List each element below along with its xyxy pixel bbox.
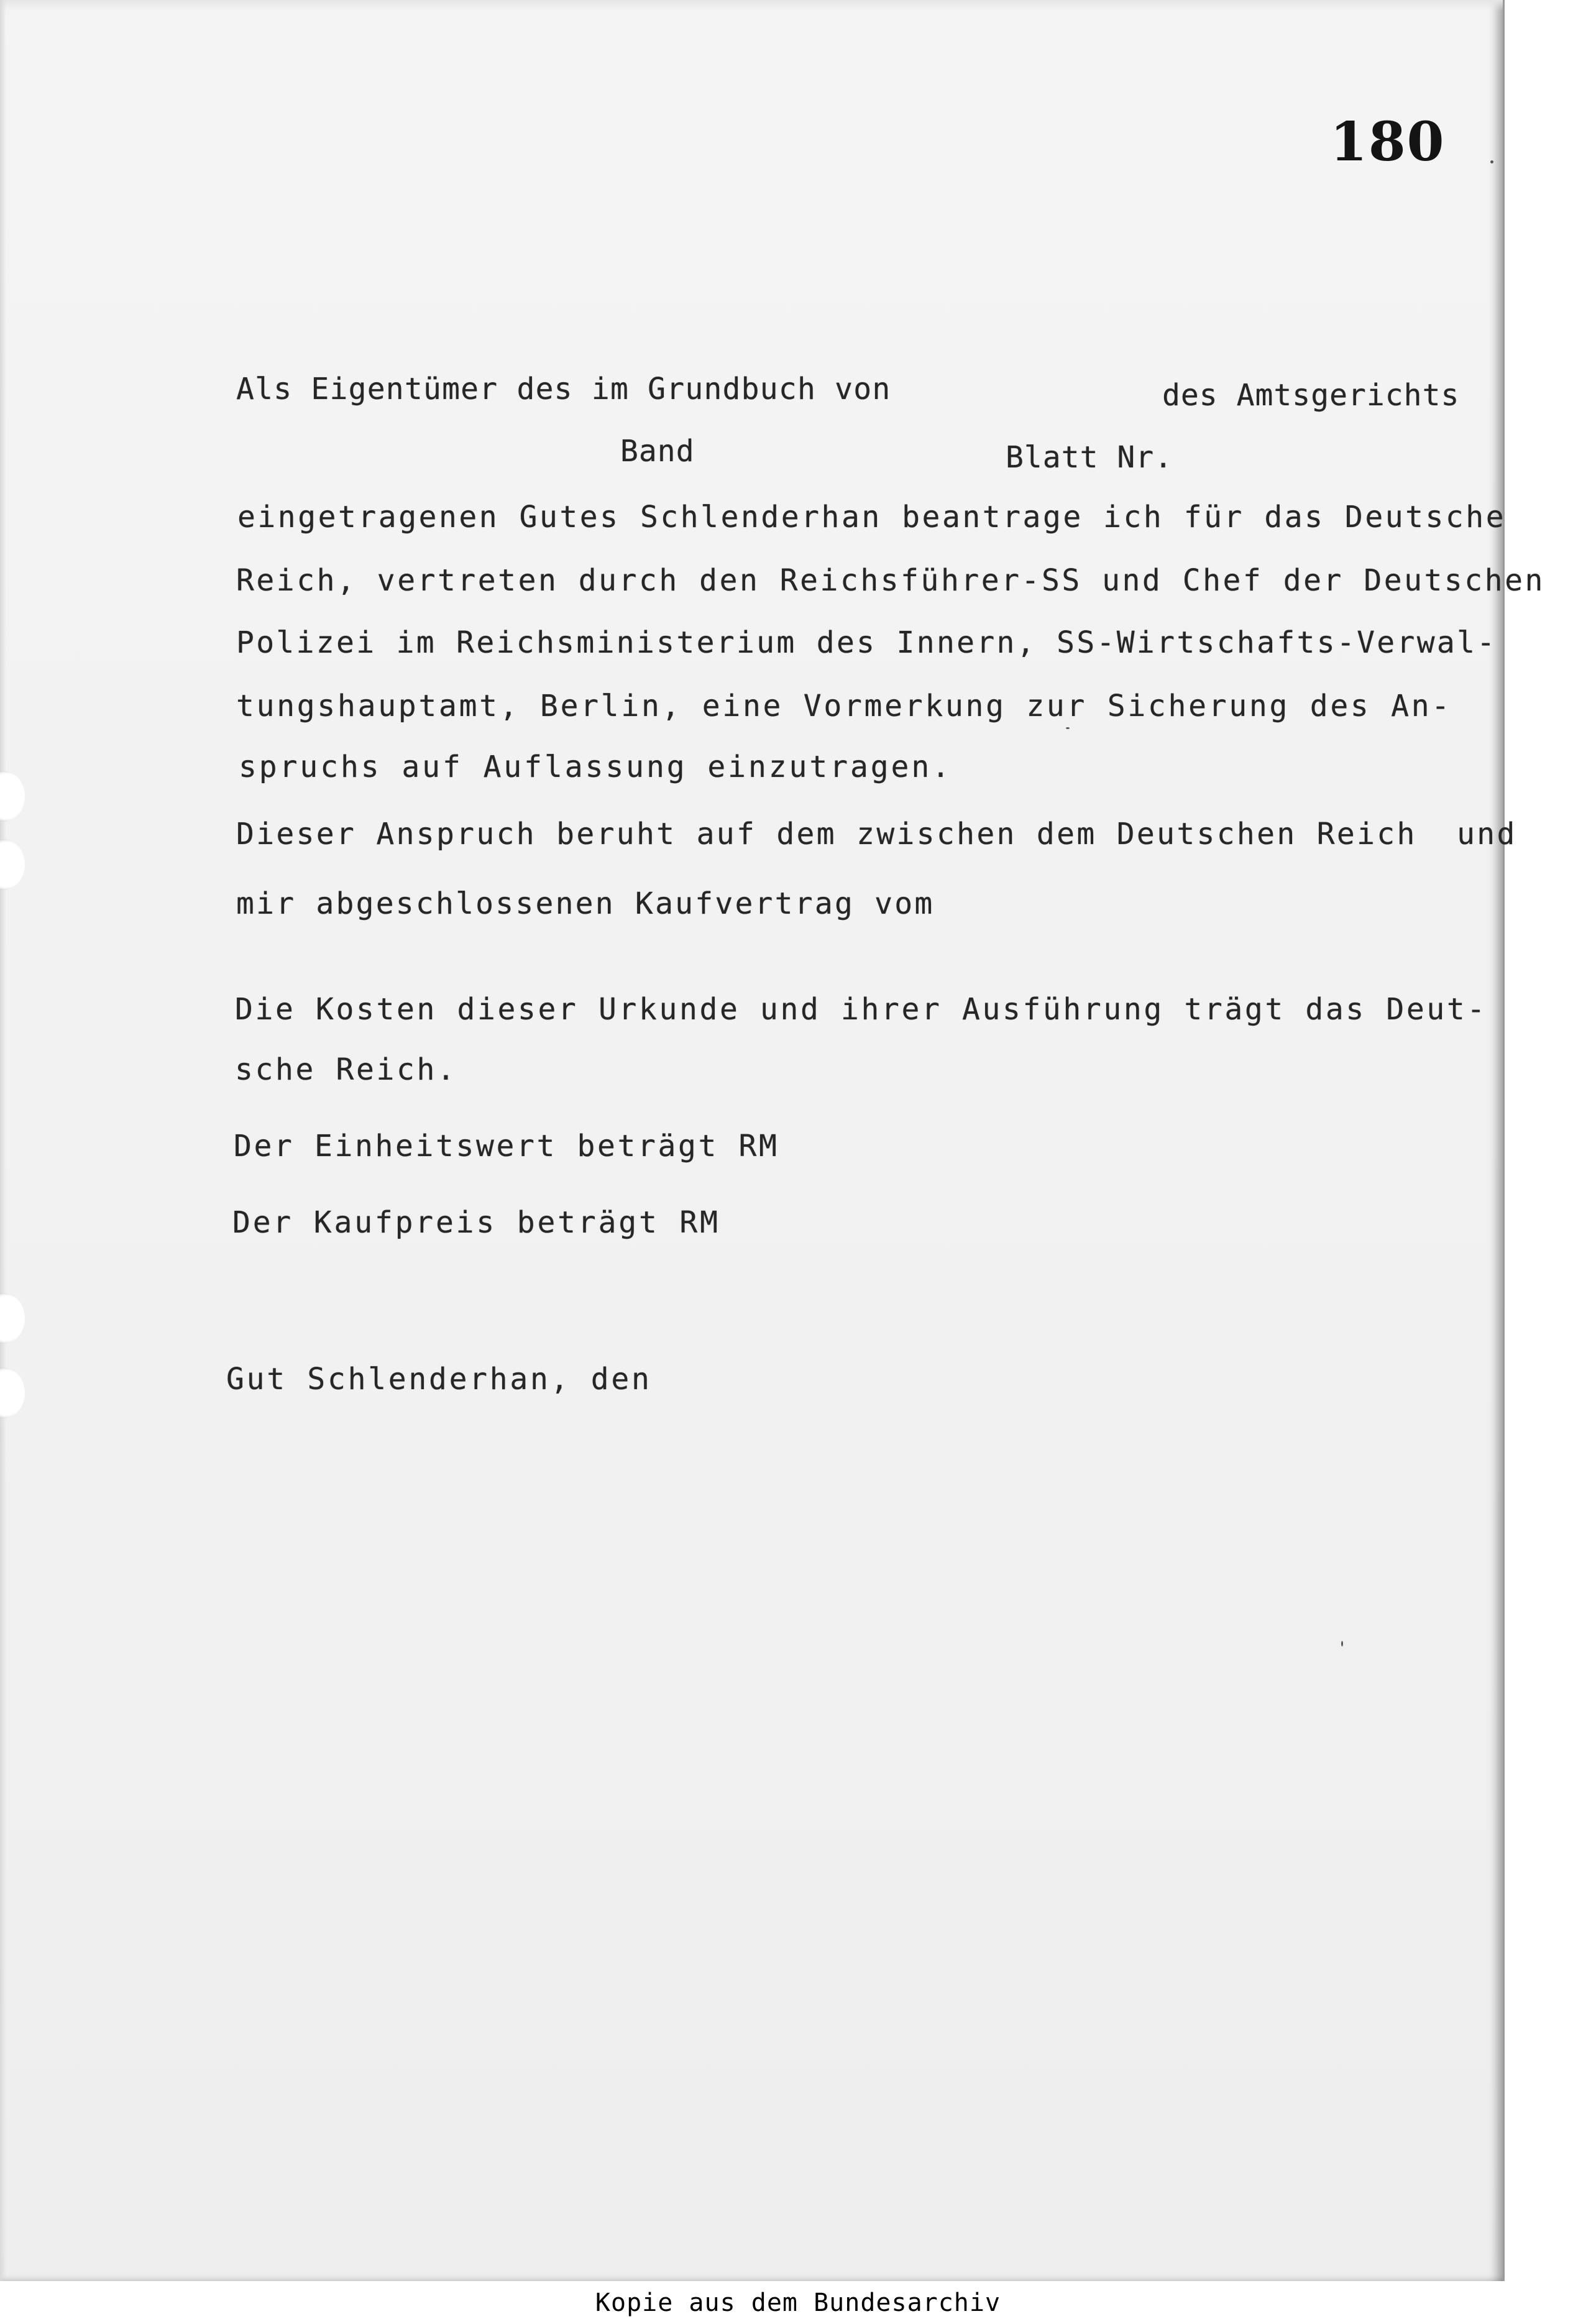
text-line: des Amtsgerichts	[1162, 378, 1460, 413]
text-line: Reich, vertreten durch den Reichsführer-SS und Chef der Deutschen	[236, 563, 1545, 598]
text-line: Als Eigentümer des im Grundbuch von	[236, 372, 891, 406]
archive-footer: Kopie aus dem Bundesarchiv	[595, 2289, 1001, 2317]
scan-speck	[1341, 1641, 1343, 1646]
punch-hole-3	[0, 1293, 25, 1344]
punch-hole-2	[0, 839, 25, 890]
page-number: 180	[1330, 111, 1446, 173]
page-top-edge	[0, 0, 1503, 11]
text-line: sche Reich.	[235, 1052, 457, 1087]
text-line: eingetragenen Gutes Schlenderhan beantrage ich für das Deutsche	[237, 500, 1507, 535]
text-line: tungshauptamt, Berlin, eine Vormerkung zur Sicherung des An-	[236, 689, 1452, 723]
text-line: Polizei im Reichsministerium des Innern, SS-Wirtschafts-Verwal-	[236, 625, 1497, 660]
text-line: Gut Schlenderhan, den	[226, 1362, 652, 1397]
scan-speck	[1066, 727, 1070, 729]
page-left-shadow	[0, 0, 6, 2281]
text-line: Der Einheitswert beträgt RM	[234, 1129, 779, 1164]
text-line: spruchs auf Auflassung einzutragen.	[239, 750, 952, 784]
text-line: Dieser Anspruch beruht auf dem zwischen dem Deutschen Reich und	[236, 817, 1517, 852]
text-line: mir abgeschlossenen Kaufvertrag vom	[236, 886, 935, 921]
text-line: Die Kosten dieser Urkunde und ihrer Ausführung trägt das Deut-	[235, 992, 1487, 1027]
scan-speck	[1490, 160, 1493, 163]
text-line: Der Kaufpreis beträgt RM	[232, 1205, 720, 1240]
text-line: Band	[620, 434, 695, 469]
text-line: Blatt Nr.	[1006, 440, 1173, 475]
punch-hole-1	[0, 771, 25, 822]
punch-hole-4	[0, 1367, 25, 1418]
